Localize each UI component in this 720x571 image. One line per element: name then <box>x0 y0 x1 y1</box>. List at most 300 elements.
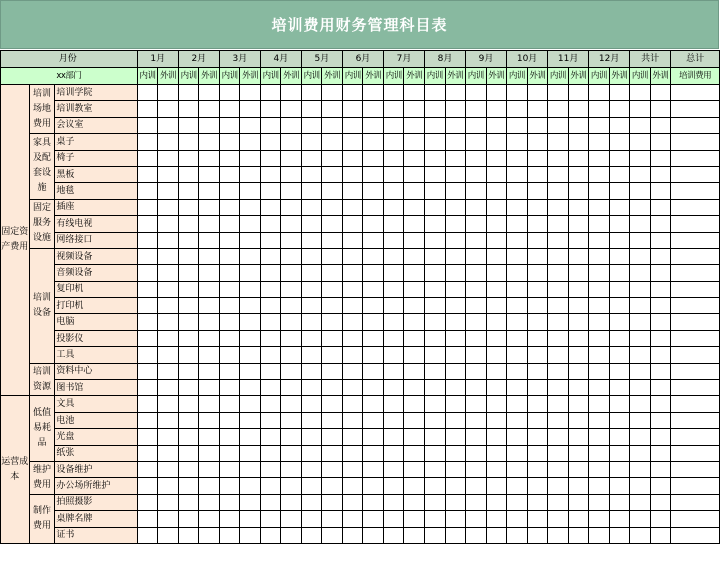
item-label[interactable]: 光盘 <box>55 429 137 445</box>
data-cell[interactable] <box>650 511 671 527</box>
data-cell[interactable] <box>630 527 651 543</box>
data-cell[interactable] <box>322 117 343 133</box>
inner-training-header[interactable]: 内训 <box>301 68 322 85</box>
data-cell[interactable] <box>219 511 240 527</box>
data-cell[interactable] <box>363 298 384 314</box>
data-cell[interactable] <box>589 117 610 133</box>
data-cell[interactable] <box>281 298 302 314</box>
data-cell[interactable] <box>199 429 220 445</box>
data-cell[interactable] <box>507 281 528 297</box>
data-cell[interactable] <box>671 166 720 182</box>
data-cell[interactable] <box>589 281 610 297</box>
data-cell[interactable] <box>219 363 240 379</box>
data-cell[interactable] <box>178 248 199 264</box>
data-cell[interactable] <box>548 429 569 445</box>
data-cell[interactable] <box>568 396 589 412</box>
data-cell[interactable] <box>589 150 610 166</box>
data-cell[interactable] <box>219 265 240 281</box>
data-cell[interactable] <box>548 281 569 297</box>
group-label[interactable]: 固定资产费用 <box>1 85 30 396</box>
data-cell[interactable] <box>548 134 569 150</box>
data-cell[interactable] <box>404 150 425 166</box>
data-cell[interactable] <box>609 232 630 248</box>
data-cell[interactable] <box>568 150 589 166</box>
data-cell[interactable] <box>342 232 363 248</box>
data-cell[interactable] <box>404 85 425 101</box>
data-cell[interactable] <box>650 494 671 510</box>
data-cell[interactable] <box>240 461 261 477</box>
data-cell[interactable] <box>404 396 425 412</box>
data-cell[interactable] <box>137 494 158 510</box>
data-cell[interactable] <box>650 265 671 281</box>
data-cell[interactable] <box>281 380 302 396</box>
data-cell[interactable] <box>548 216 569 232</box>
data-cell[interactable] <box>178 314 199 330</box>
data-cell[interactable] <box>445 265 466 281</box>
data-cell[interactable] <box>609 85 630 101</box>
data-cell[interactable] <box>363 281 384 297</box>
item-label[interactable]: 图书馆 <box>55 380 137 396</box>
data-cell[interactable] <box>363 232 384 248</box>
data-cell[interactable] <box>281 166 302 182</box>
data-cell[interactable] <box>507 232 528 248</box>
data-cell[interactable] <box>363 445 384 461</box>
data-cell[interactable] <box>630 330 651 346</box>
data-cell[interactable] <box>425 298 446 314</box>
data-cell[interactable] <box>671 232 720 248</box>
data-cell[interactable] <box>383 396 404 412</box>
data-cell[interactable] <box>404 166 425 182</box>
data-cell[interactable] <box>486 199 507 215</box>
data-cell[interactable] <box>650 380 671 396</box>
data-cell[interactable] <box>137 150 158 166</box>
data-cell[interactable] <box>671 380 720 396</box>
data-cell[interactable] <box>260 101 281 117</box>
data-cell[interactable] <box>219 134 240 150</box>
data-cell[interactable] <box>158 494 179 510</box>
data-cell[interactable] <box>589 461 610 477</box>
data-cell[interactable] <box>630 248 651 264</box>
data-cell[interactable] <box>630 511 651 527</box>
data-cell[interactable] <box>527 199 548 215</box>
data-cell[interactable] <box>281 117 302 133</box>
data-cell[interactable] <box>671 461 720 477</box>
data-cell[interactable] <box>219 183 240 199</box>
data-cell[interactable] <box>301 429 322 445</box>
data-cell[interactable] <box>527 314 548 330</box>
data-cell[interactable] <box>240 248 261 264</box>
data-cell[interactable] <box>383 380 404 396</box>
data-cell[interactable] <box>240 445 261 461</box>
data-cell[interactable] <box>527 347 548 363</box>
data-cell[interactable] <box>671 478 720 494</box>
data-cell[interactable] <box>240 412 261 428</box>
data-cell[interactable] <box>650 347 671 363</box>
data-cell[interactable] <box>404 314 425 330</box>
data-cell[interactable] <box>281 134 302 150</box>
inner-training-header[interactable]: 内训 <box>383 68 404 85</box>
data-cell[interactable] <box>486 265 507 281</box>
data-cell[interactable] <box>322 248 343 264</box>
data-cell[interactable] <box>363 347 384 363</box>
data-cell[interactable] <box>466 380 487 396</box>
data-cell[interactable] <box>466 330 487 346</box>
data-cell[interactable] <box>260 527 281 543</box>
data-cell[interactable] <box>425 461 446 477</box>
data-cell[interactable] <box>281 265 302 281</box>
data-cell[interactable] <box>178 117 199 133</box>
month-label[interactable]: 月份 <box>1 51 138 68</box>
data-cell[interactable] <box>650 314 671 330</box>
data-cell[interactable] <box>650 330 671 346</box>
data-cell[interactable] <box>507 85 528 101</box>
data-cell[interactable] <box>219 85 240 101</box>
inner-training-header[interactable]: 内训 <box>548 68 569 85</box>
data-cell[interactable] <box>589 183 610 199</box>
data-cell[interactable] <box>199 298 220 314</box>
data-cell[interactable] <box>137 216 158 232</box>
data-cell[interactable] <box>425 216 446 232</box>
data-cell[interactable] <box>445 117 466 133</box>
data-cell[interactable] <box>260 380 281 396</box>
data-cell[interactable] <box>425 511 446 527</box>
data-cell[interactable] <box>199 117 220 133</box>
data-cell[interactable] <box>137 281 158 297</box>
data-cell[interactable] <box>363 380 384 396</box>
data-cell[interactable] <box>342 347 363 363</box>
data-cell[interactable] <box>589 248 610 264</box>
data-cell[interactable] <box>609 101 630 117</box>
data-cell[interactable] <box>301 232 322 248</box>
group-label[interactable]: 运营成本 <box>1 396 30 544</box>
data-cell[interactable] <box>466 101 487 117</box>
data-cell[interactable] <box>671 330 720 346</box>
data-cell[interactable] <box>363 117 384 133</box>
data-cell[interactable] <box>404 412 425 428</box>
data-cell[interactable] <box>137 134 158 150</box>
data-cell[interactable] <box>630 101 651 117</box>
data-cell[interactable] <box>425 117 446 133</box>
data-cell[interactable] <box>466 494 487 510</box>
data-cell[interactable] <box>281 478 302 494</box>
data-cell[interactable] <box>507 298 528 314</box>
data-cell[interactable] <box>609 183 630 199</box>
data-cell[interactable] <box>671 101 720 117</box>
data-cell[interactable] <box>260 298 281 314</box>
data-cell[interactable] <box>158 461 179 477</box>
data-cell[interactable] <box>507 494 528 510</box>
data-cell[interactable] <box>527 461 548 477</box>
data-cell[interactable] <box>568 380 589 396</box>
data-cell[interactable] <box>260 85 281 101</box>
data-cell[interactable] <box>240 527 261 543</box>
data-cell[interactable] <box>671 445 720 461</box>
data-cell[interactable] <box>527 330 548 346</box>
data-cell[interactable] <box>322 330 343 346</box>
data-cell[interactable] <box>486 347 507 363</box>
month-header[interactable]: 3月 <box>219 51 260 68</box>
data-cell[interactable] <box>630 199 651 215</box>
data-cell[interactable] <box>548 330 569 346</box>
data-cell[interactable] <box>425 445 446 461</box>
data-cell[interactable] <box>219 232 240 248</box>
data-cell[interactable] <box>527 101 548 117</box>
data-cell[interactable] <box>342 461 363 477</box>
data-cell[interactable] <box>219 396 240 412</box>
item-label[interactable]: 工具 <box>55 347 137 363</box>
data-cell[interactable] <box>445 183 466 199</box>
data-cell[interactable] <box>404 494 425 510</box>
data-cell[interactable] <box>199 396 220 412</box>
data-cell[interactable] <box>507 134 528 150</box>
data-cell[interactable] <box>137 511 158 527</box>
data-cell[interactable] <box>466 511 487 527</box>
data-cell[interactable] <box>486 429 507 445</box>
data-cell[interactable] <box>548 150 569 166</box>
data-cell[interactable] <box>425 183 446 199</box>
data-cell[interactable] <box>630 314 651 330</box>
data-cell[interactable] <box>383 527 404 543</box>
data-cell[interactable] <box>260 494 281 510</box>
data-cell[interactable] <box>671 265 720 281</box>
data-cell[interactable] <box>137 347 158 363</box>
data-cell[interactable] <box>342 199 363 215</box>
data-cell[interactable] <box>301 166 322 182</box>
data-cell[interactable] <box>260 232 281 248</box>
data-cell[interactable] <box>301 281 322 297</box>
data-cell[interactable] <box>137 330 158 346</box>
data-cell[interactable] <box>158 478 179 494</box>
data-cell[interactable] <box>568 265 589 281</box>
data-cell[interactable] <box>671 363 720 379</box>
data-cell[interactable] <box>137 478 158 494</box>
data-cell[interactable] <box>219 461 240 477</box>
data-cell[interactable] <box>158 347 179 363</box>
data-cell[interactable] <box>650 478 671 494</box>
data-cell[interactable] <box>486 150 507 166</box>
data-cell[interactable] <box>240 216 261 232</box>
data-cell[interactable] <box>527 216 548 232</box>
data-cell[interactable] <box>445 511 466 527</box>
data-cell[interactable] <box>445 232 466 248</box>
data-cell[interactable] <box>342 396 363 412</box>
data-cell[interactable] <box>671 248 720 264</box>
outer-training-header[interactable]: 外训 <box>199 68 220 85</box>
data-cell[interactable] <box>527 478 548 494</box>
data-cell[interactable] <box>137 429 158 445</box>
data-cell[interactable] <box>548 511 569 527</box>
data-cell[interactable] <box>404 380 425 396</box>
data-cell[interactable] <box>363 101 384 117</box>
data-cell[interactable] <box>650 117 671 133</box>
item-label[interactable]: 证书 <box>55 527 137 543</box>
data-cell[interactable] <box>425 330 446 346</box>
data-cell[interactable] <box>363 412 384 428</box>
outer-training-header[interactable]: 外训 <box>568 68 589 85</box>
data-cell[interactable] <box>650 396 671 412</box>
data-cell[interactable] <box>650 85 671 101</box>
item-label[interactable]: 办公场所维护 <box>55 478 137 494</box>
data-cell[interactable] <box>548 183 569 199</box>
item-label[interactable]: 黑板 <box>55 166 137 182</box>
data-cell[interactable] <box>158 166 179 182</box>
data-cell[interactable] <box>650 166 671 182</box>
data-cell[interactable] <box>383 314 404 330</box>
data-cell[interactable] <box>671 429 720 445</box>
data-cell[interactable] <box>425 265 446 281</box>
data-cell[interactable] <box>609 150 630 166</box>
data-cell[interactable] <box>199 412 220 428</box>
data-cell[interactable] <box>548 363 569 379</box>
data-cell[interactable] <box>301 527 322 543</box>
data-cell[interactable] <box>589 380 610 396</box>
data-cell[interactable] <box>589 347 610 363</box>
subgroup-label[interactable]: 培训设备 <box>29 248 55 363</box>
data-cell[interactable] <box>342 445 363 461</box>
data-cell[interactable] <box>445 396 466 412</box>
data-cell[interactable] <box>609 134 630 150</box>
data-cell[interactable] <box>322 363 343 379</box>
data-cell[interactable] <box>671 347 720 363</box>
data-cell[interactable] <box>630 429 651 445</box>
data-cell[interactable] <box>527 429 548 445</box>
data-cell[interactable] <box>383 199 404 215</box>
data-cell[interactable] <box>178 445 199 461</box>
data-cell[interactable] <box>630 150 651 166</box>
data-cell[interactable] <box>589 478 610 494</box>
month-header[interactable]: 6月 <box>342 51 383 68</box>
data-cell[interactable] <box>281 281 302 297</box>
data-cell[interactable] <box>404 216 425 232</box>
data-cell[interactable] <box>199 150 220 166</box>
data-cell[interactable] <box>466 396 487 412</box>
data-cell[interactable] <box>260 150 281 166</box>
data-cell[interactable] <box>507 461 528 477</box>
data-cell[interactable] <box>260 265 281 281</box>
subgroup-label[interactable]: 低值易耗品 <box>29 396 55 462</box>
data-cell[interactable] <box>158 199 179 215</box>
data-cell[interactable] <box>219 166 240 182</box>
data-cell[interactable] <box>322 150 343 166</box>
data-cell[interactable] <box>342 511 363 527</box>
data-cell[interactable] <box>158 298 179 314</box>
data-cell[interactable] <box>199 527 220 543</box>
data-cell[interactable] <box>260 166 281 182</box>
data-cell[interactable] <box>383 429 404 445</box>
data-cell[interactable] <box>137 527 158 543</box>
data-cell[interactable] <box>589 166 610 182</box>
item-label[interactable]: 桌子 <box>55 134 137 150</box>
data-cell[interactable] <box>609 412 630 428</box>
subgroup-label[interactable]: 培训场地费用 <box>29 85 55 134</box>
data-cell[interactable] <box>486 478 507 494</box>
data-cell[interactable] <box>609 461 630 477</box>
data-cell[interactable] <box>342 117 363 133</box>
data-cell[interactable] <box>466 363 487 379</box>
data-cell[interactable] <box>240 330 261 346</box>
data-cell[interactable] <box>281 445 302 461</box>
data-cell[interactable] <box>404 248 425 264</box>
data-cell[interactable] <box>342 429 363 445</box>
data-cell[interactable] <box>158 85 179 101</box>
data-cell[interactable] <box>609 166 630 182</box>
data-cell[interactable] <box>527 117 548 133</box>
inner-training-header[interactable]: 内训 <box>137 68 158 85</box>
data-cell[interactable] <box>383 265 404 281</box>
data-cell[interactable] <box>178 134 199 150</box>
data-cell[interactable] <box>178 199 199 215</box>
data-cell[interactable] <box>609 478 630 494</box>
data-cell[interactable] <box>486 494 507 510</box>
data-cell[interactable] <box>486 380 507 396</box>
data-cell[interactable] <box>219 429 240 445</box>
data-cell[interactable] <box>322 396 343 412</box>
data-cell[interactable] <box>527 445 548 461</box>
item-label[interactable]: 有线电视 <box>55 216 137 232</box>
data-cell[interactable] <box>568 461 589 477</box>
data-cell[interactable] <box>383 248 404 264</box>
data-cell[interactable] <box>445 85 466 101</box>
data-cell[interactable] <box>260 461 281 477</box>
data-cell[interactable] <box>383 347 404 363</box>
data-cell[interactable] <box>178 412 199 428</box>
data-cell[interactable] <box>240 183 261 199</box>
data-cell[interactable] <box>363 494 384 510</box>
data-cell[interactable] <box>199 101 220 117</box>
data-cell[interactable] <box>404 527 425 543</box>
data-cell[interactable] <box>240 478 261 494</box>
data-cell[interactable] <box>445 445 466 461</box>
data-cell[interactable] <box>178 232 199 248</box>
data-cell[interactable] <box>466 265 487 281</box>
data-cell[interactable] <box>486 134 507 150</box>
item-label[interactable]: 投影仪 <box>55 330 137 346</box>
data-cell[interactable] <box>507 265 528 281</box>
data-cell[interactable] <box>486 412 507 428</box>
data-cell[interactable] <box>158 380 179 396</box>
data-cell[interactable] <box>527 298 548 314</box>
data-cell[interactable] <box>671 150 720 166</box>
data-cell[interactable] <box>445 314 466 330</box>
data-cell[interactable] <box>219 527 240 543</box>
data-cell[interactable] <box>137 85 158 101</box>
data-cell[interactable] <box>158 101 179 117</box>
data-cell[interactable] <box>281 314 302 330</box>
data-cell[interactable] <box>178 527 199 543</box>
inner-training-header[interactable]: 内训 <box>507 68 528 85</box>
data-cell[interactable] <box>671 511 720 527</box>
data-cell[interactable] <box>199 199 220 215</box>
data-cell[interactable] <box>568 511 589 527</box>
data-cell[interactable] <box>425 429 446 445</box>
data-cell[interactable] <box>630 347 651 363</box>
data-cell[interactable] <box>486 183 507 199</box>
data-cell[interactable] <box>158 117 179 133</box>
data-cell[interactable] <box>281 150 302 166</box>
data-cell[interactable] <box>445 347 466 363</box>
data-cell[interactable] <box>363 330 384 346</box>
data-cell[interactable] <box>486 527 507 543</box>
data-cell[interactable] <box>158 281 179 297</box>
data-cell[interactable] <box>527 150 548 166</box>
data-cell[interactable] <box>466 117 487 133</box>
grand-total-header[interactable]: 总计 <box>671 51 720 68</box>
data-cell[interactable] <box>507 412 528 428</box>
data-cell[interactable] <box>383 85 404 101</box>
data-cell[interactable] <box>466 461 487 477</box>
data-cell[interactable] <box>466 183 487 199</box>
data-cell[interactable] <box>527 183 548 199</box>
